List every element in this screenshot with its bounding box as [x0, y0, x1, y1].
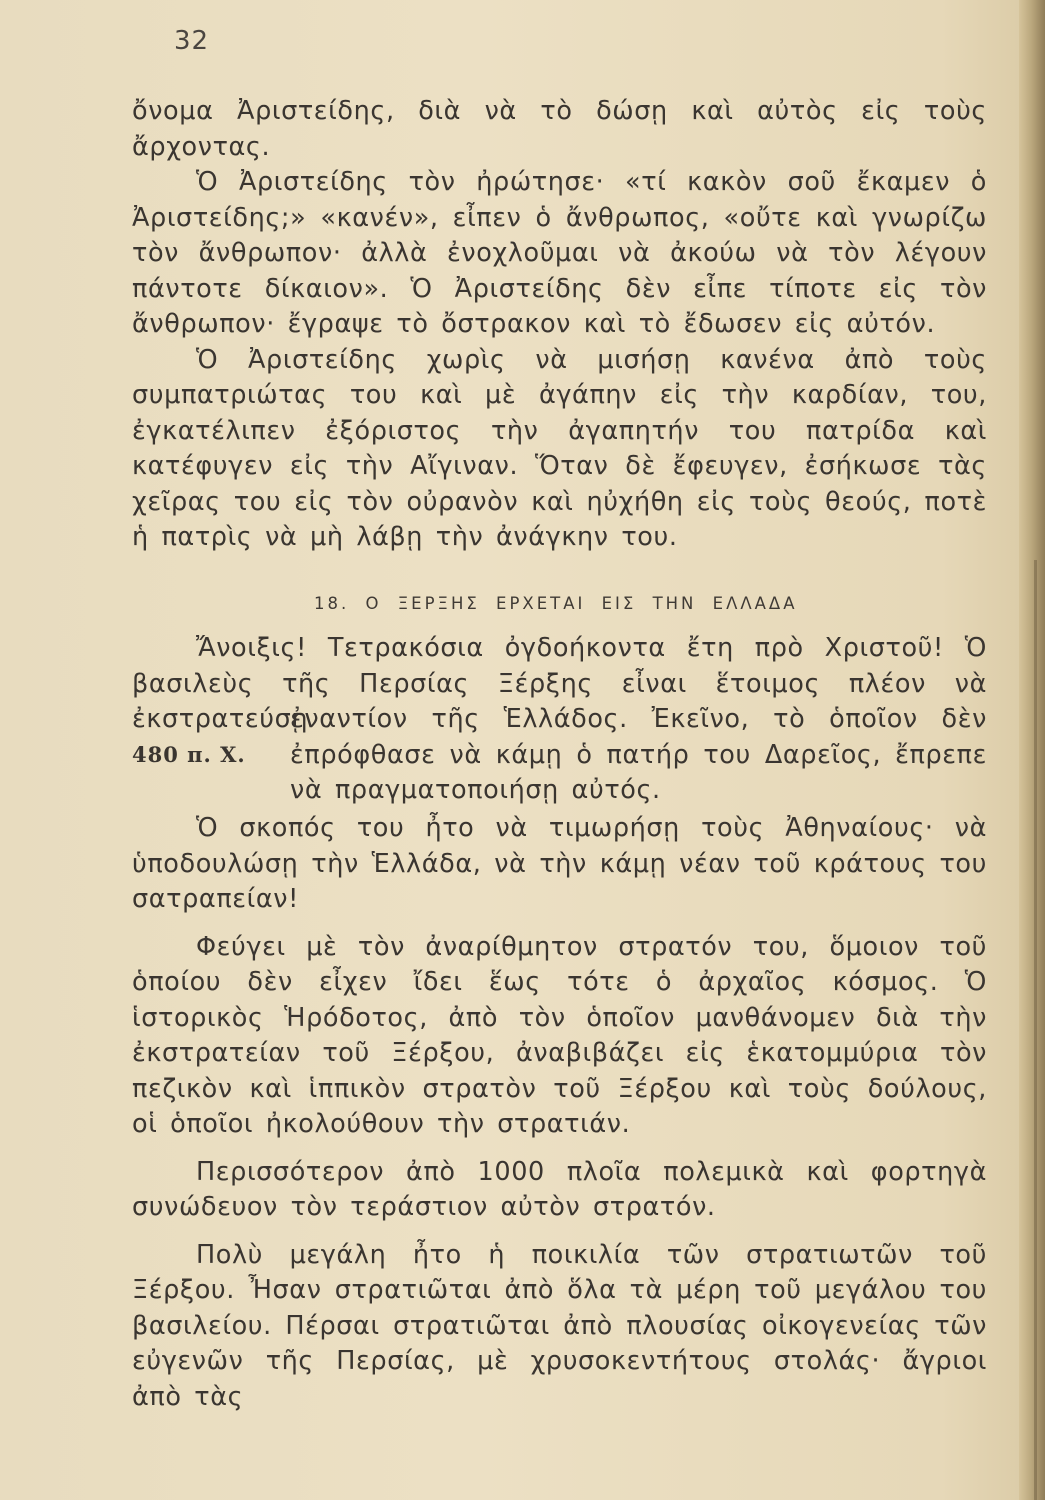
paragraph: Περισσότερον ἀπὸ 1000 πλοῖα πολεμικὰ καὶ φορτηγὰ συνώδευον τὸν τεράστιον αὐτὸν στρατόν. [132, 1156, 987, 1222]
paragraph-with-margin-note: ἐναντίον τῆς Ἑλλάδος. Ἐκεῖνο, τὸ ὁποῖον δὲν ἐπρόφθασε νὰ κάμῃ ὁ πατήρ του Δαρεῖος, ἔπρεπε νὰ πραγματοποιήσῃ αὐτός. [290, 704, 987, 805]
margin-date-note: 480 π. Χ. [132, 742, 246, 767]
paragraph: Ὁ Ἀριστείδης τὸν ἠρώτησε· «τί κακὸν σοῦ ἔκαμεν ὁ Ἀριστείδης;» «κανέν», εἶπεν ὁ ἄνθρωπος, «οὔτε καὶ γνωρίζω τὸν ἄνθρωπον· ἀλλὰ ἐνοχλοῦμαι νὰ ἀκούω νὰ τὸν λέγουν πάντοτε δίκαιον». Ὁ Ἀριστείδης δὲν εἶπε τίποτε εἰς τὸν ἄνθρωπον· ἔγραψε τὸ ὄστρακον καὶ τὸ ἔδωσεν εἰς αὐτόν. [132, 167, 987, 339]
text-block-bottom [132, 811, 987, 1415]
binding-shadow-line [1034, 560, 1037, 1500]
paragraph: Πολὺ μεγάλη ἦτο ἡ ποικιλία τῶν στρατιωτῶν τοῦ Ξέρξου. Ἦσαν στρατιῶται ἀπὸ ὅλα τὰ μέρη τοῦ μεγάλου του βασιλείου. Πέρσαι στρατιῶται ἀπὸ πλουσίας οἰκογενείας τῶν εὐγενῶν τῆς Περσίας, μὲ χρυσοκεντήτους στολάς· ἄγριοι ἀπὸ τὰς [132, 1239, 987, 1412]
paragraph: Ἄνοιξις! Τετρακόσια ὀγδοήκοντα ἔτη πρὸ Χριστοῦ! Ὁ βασιλεὺς τῆς Περσίας Ξέρξης εἶναι ἕτοιμος πλέον νὰ ἐκστρατεύσῃ [132, 633, 987, 734]
paragraph: Ὁ Ἀριστείδης χωρὶς νὰ μισήσῃ κανένα ἀπὸ τοὺς συμπατριώτας του καὶ μὲ ἀγάπην εἰς τὴν καρδίαν, του, ἐγκατέλιπεν ἐξόριστος τὴν ἀγαπητήν του πατρίδα καὶ κατέφυγεν εἰς τὴν Αἴγιναν. Ὅταν δὲ ἔφευγεν, ἐσήκωσε τὰς χεῖρας του εἰς τὸν οὐρανὸν καὶ ηὐχήθη εἰς τοὺς θεούς, ποτὲ ἡ πατρὶς νὰ μὴ λάβῃ τὴν ἀνάγκην του. [132, 344, 987, 552]
paragraph: Ὁ σκοπός του ἦτο νὰ τιμωρήσῃ τοὺς Ἀθηναίους· νὰ ὑποδουλώσῃ τὴν Ἑλλάδα, νὰ τὴν κάμῃ νέαν τοῦ κράτους του σατραπείαν! [132, 813, 987, 914]
section-heading: 18. Ο ΞΕΡΞΗΣ ΕΡΧΕΤΑΙ ΕΙΣ ΤΗΝ ΕΛΛΑΔΑ [314, 594, 798, 613]
paragraph-continuation: ὄνομα Ἀριστείδης, διὰ νὰ τὸ δώσῃ καὶ αὐτὸς εἰς τοὺς ἄρχοντας. [132, 96, 987, 162]
page-binding-edge [1019, 0, 1045, 1500]
text-block-top [132, 94, 987, 556]
page-number: 32 [174, 26, 210, 56]
paragraph: Φεύγει μὲ τὸν ἀναρίθμητον στρατόν του, ὅμοιον τοῦ ὁποίου δὲν εἶχεν ἴδει ἕως τότε ὁ ἀρχαῖος κόσμος. Ὁ ἱστορικὸς Ἡρόδοτος, ἀπὸ τὸν ὁποῖον μανθάνομεν διὰ τὴν ἐκστρατείαν τοῦ Ξέρξου, ἀναβιβάζει εἰς ἑκατομμύρια τὸν πεζικὸν καὶ ἱππικὸν στρατὸν τοῦ Ξέρξου καὶ τοὺς δούλους, οἱ ὁποῖοι ἠκολούθουν τὴν στρατιάν. [132, 931, 987, 1139]
